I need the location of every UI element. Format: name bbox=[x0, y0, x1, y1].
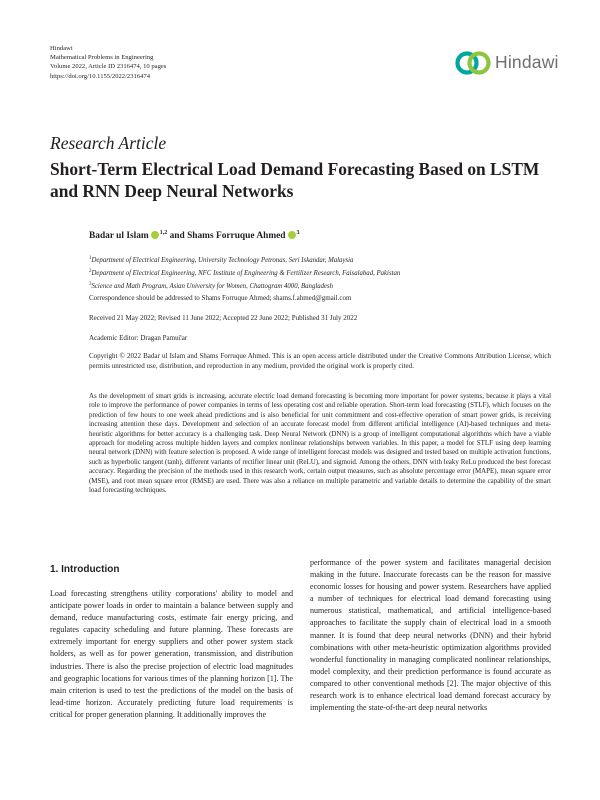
author-name: Badar ul Islam bbox=[89, 231, 149, 241]
academic-editor: Academic Editor: Dragan Pamučar bbox=[89, 334, 188, 342]
orcid-icon[interactable] bbox=[151, 231, 159, 239]
affiliation-item: $^2$Department of Electrical Engineering, NFC Institute of Engineering & Fertilizer Research, Faisalabad, Pakistan bbox=[89, 269, 401, 277]
volume-info: Volume 2022, Article ID 2316474, 10 pages bbox=[50, 63, 167, 71]
article-type: Research Article bbox=[50, 133, 167, 153]
hindawi-logo bbox=[455, 50, 565, 76]
logo-text: Hindawi bbox=[495, 52, 559, 72]
author-affiliation-marker: 1,2 bbox=[159, 230, 168, 236]
publisher-name: Hindawi bbox=[50, 45, 73, 52]
affiliation-item: $^3$Science and Math Program, Asian University for Women, Chattogram 4000, Bangladesh bbox=[89, 282, 334, 290]
orcid-icon[interactable] bbox=[288, 231, 296, 239]
publication-dates: Received 21 May 2022; Revised 11 June 2022; Accepted 22 June 2022; Published 31 July 2022 bbox=[89, 314, 358, 322]
affiliation-item: $^1$Department of Electrical Engineering, University Technology Petronas, Seri Iskandar, Malaysia bbox=[89, 256, 354, 264]
page-title: Short-Term Electrical Load Demand Forecasting Based on LSTM and RNN Deep Neural Networks bbox=[50, 159, 540, 201]
journal-name: Mathematical Problems in Engineering bbox=[50, 54, 154, 62]
author-name: Shams Forruque Ahmed bbox=[187, 231, 286, 241]
journal-header bbox=[50, 44, 166, 81]
author-affiliation-marker: 3 bbox=[296, 230, 300, 236]
author-list bbox=[89, 230, 300, 241]
author-conjunction: and bbox=[169, 231, 185, 241]
affiliations bbox=[89, 253, 400, 292]
doi-link[interactable]: https://doi.org/10.1155/2022/2316474 bbox=[50, 72, 151, 80]
section-heading: 1. Introduction bbox=[50, 564, 120, 575]
correspondence: Correspondence should be addressed to Shams Forruque Ahmed; shams.f.ahmed@gmail.com bbox=[89, 294, 352, 302]
hindawi-logo-icon bbox=[455, 50, 493, 76]
body-column-right: performance of the power system and facilitates managerial decision making in the future. Inaccurate forecasts can be the reason for massive economic losses for housing and power system. Researchers have applied a number of techniques for electrical load demand forecasting using numerous statistical, mathematical, and artificial intelligence-based approaches to facilitate the supply chain of electrical load in a smooth manner. It is found that deep neural networks (DNN) and their hybrid combinations with other meta-heuristic optimization algorithms provided wonderful functionality in managing complicated nonlinear relationships, model complexity, and their prediction performance is found accurate as compared to other conventional methods [2]. The major objective of this research work is to enhance electrical load demand forecast accuracy by implementing the state-of-the-art deep neural networks bbox=[310, 558, 551, 713]
copyright-notice: Copyright © 2022 Badar ul Islam and Shams Forruque Ahmed. This is an open access article distributed under the Creative Commons Attribution License, which permits unrestricted use, distribution, and reproduction in any medium, provided the original work is properly cited. bbox=[89, 352, 551, 370]
abstract: As the development of smart grids is increasing, accurate electric load demand forecasting is becoming more important for power systems, because it plays a vital role to improve the performance of power companies in terms of less operating cost and reliable operation. Short-term load forecasting (STLF), which focuses on the prediction of few hours to one week ahead predictions and is also beneficial for unit commitment and cost-effective operation of smart power grids, is receiving increasing attention these days. Development and selection of an accurate forecast model from different artificial intelligence (AI)-based techniques and meta-heuristic algorithms for better accuracy is a challenging task. Deep Neural Network (DNN) is a group of intelligent computational algorithms which have a viable approach for modeling across multiple hidden layers and complex nonlinear relationships between variables. In this paper, a model for STLF using deep learning neural network (DNN) with feature selection is proposed. A wide range of intelligent forecast models was designed and tested based on multiple activation functions, such as hyperbolic tangent (tanh), different variants of rectifier linear unit (ReLU), and sigmoid. Among the others, DNN with leaky ReLu produced the best forecast accuracy. Regarding the precision of the methods used in this research work, certain output measures, such as absolute percentage error (MAPE), mean square error (MSE), and root mean square error (RMSE) are used. There was also a reliance on multiple parametric and variable details to determine the capability of the smart load forecasting techniques. bbox=[89, 392, 551, 495]
body-column-left: Load forecasting strengthens utility corporations' ability to model and anticipate power loads in order to maintain a balance between supply and demand, reduce manufacturing costs, estimate fair energy pricing, and regulates capacity scheduling and future planning. These forecasts are extremely important for energy suppliers and other power system stack holders, as well as for power generation, transmission, and distribution industries. There is also the precise projection of electric load magnitudes and geographic locations for various times of the planning horizon [1]. The main criterion is used to test the predictions of the model on the basis of lead-time horizon. Accurately predicting future load requirements is critical for proper generation planning. It additionally improves the bbox=[50, 589, 293, 719]
